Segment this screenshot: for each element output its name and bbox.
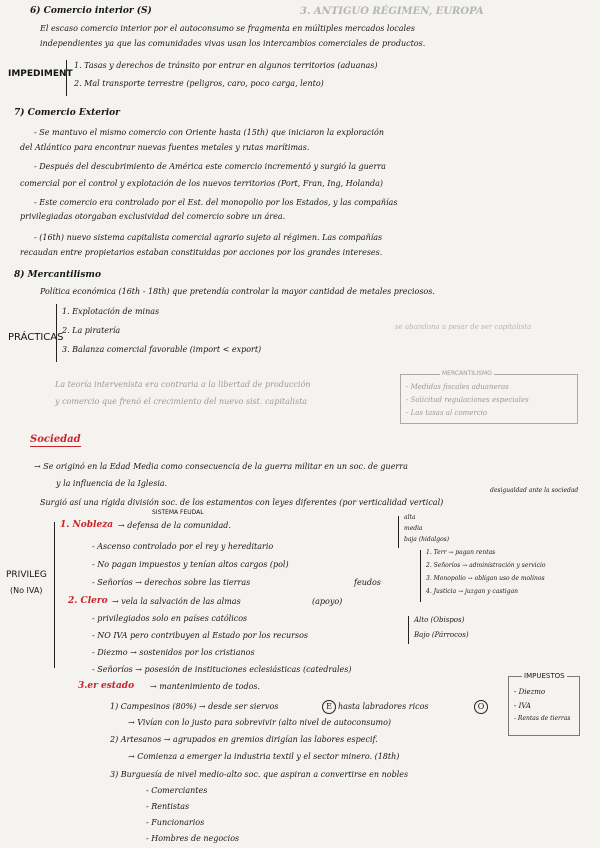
clero-rank-2: Bajo (Párrocos) <box>414 631 469 639</box>
privileg-label: PRIVILEG <box>6 570 47 580</box>
tercer-list-2: - Rentistas <box>146 802 190 811</box>
right-note-1: 1. Terr → pagan rentas <box>426 549 496 556</box>
no-iva-label: (No IVA) <box>10 586 43 595</box>
practica-2: 2. La piratería <box>62 326 121 335</box>
faint-note-1: La teoría intervenista era contraria a la libertad de producción <box>55 380 311 389</box>
right-notes-brace <box>420 550 421 602</box>
tercer-list-4: - Hombres de negocios <box>146 834 240 843</box>
faint-right-note: se abandona a pesar de ser capitalista <box>395 323 532 331</box>
impuestos-line-3: - Rentas de tierras <box>514 715 571 722</box>
merc-box-line-2: - Solicitud regulaciones especiales <box>406 396 529 404</box>
practicas-label: PRÁCTICAS <box>8 332 64 343</box>
s7-b1-l1: - Se mantuvo el mismo comercio con Oriente hasta (15th) que iniciaron la exploración <box>34 128 385 137</box>
s7-b3-l1: - Este comercio era controlado por el Est. del monopolio por los Estados, y las compañías <box>34 198 398 207</box>
tercer-list-1: - Comerciantes <box>146 786 208 795</box>
nobleza-item-3: - Señoríos → derechos sobre las tierras <box>92 578 251 587</box>
clero-desc-2: (apoyo) <box>312 597 343 606</box>
nobleza-rank-3: baja (hidalgos) <box>404 536 450 543</box>
s7-b4-l2: recaudan entre propietarios estaban constituidas por acciones por los grandes intereses. <box>20 248 383 257</box>
s7-b2-l1: - Después del descubrimiento de América este comercio incrementó y surgió la guerra <box>34 162 386 171</box>
nobleza-rank-1: alta <box>404 514 416 521</box>
nobleza-ranks-brace <box>398 516 399 548</box>
impuestos-line-2: - IVA <box>514 702 531 710</box>
clero-item-1: - privilegiados solo en países católicos <box>92 614 248 623</box>
impediment-item-1: 1. Tasas y derechos de tránsito por entrar en algunos territorios (aduanas) <box>74 61 378 70</box>
clero-desc: → vela la salvación de las almas <box>112 597 241 606</box>
right-note-2: 2. Señoríos → administración y servicio <box>426 562 546 569</box>
s7-b4-l1: - (16th) nuevo sistema capitalista comercial agrario sujeto al régimen. Las compañías <box>34 233 383 242</box>
practica-3: 3. Balanza comercial favorable (import < export) <box>62 345 262 354</box>
soc-line-2: y la influencia de la Iglesia. <box>56 479 168 488</box>
sistema-feudal: SISTEMA FEUDAL <box>152 509 204 516</box>
circled-o: O <box>474 700 488 714</box>
faint-note-2: y comercio que frenó el crecimiento del nuevo sist. capitalista <box>55 397 308 406</box>
s6-line1: El escaso comercio interior por el autoconsumo se fragmenta en múltiples mercados locales <box>40 24 415 33</box>
merc-box-line-1: - Medidas fiscales aduaneras <box>406 383 509 391</box>
clero-item-2: - NO IVA pero contribuyen al Estado por los recursos <box>92 631 309 640</box>
tercer-item-1c: → Vivían con lo justo para sobrevivir (alto nivel de autoconsumo) <box>128 718 392 727</box>
nobleza-rank-2: media <box>404 525 423 532</box>
privileg-brace <box>54 522 55 668</box>
impuestos-box-title: IMPUESTOS <box>524 672 565 680</box>
tercer-item-3: 3) Burguesía de nivel medio-alto soc. que aspiran a convertirse en nobles <box>110 770 409 779</box>
tercer-desc: → mantenimiento de todos. <box>150 682 261 691</box>
tercer-item-1b: hasta labradores ricos <box>338 702 429 711</box>
clero-item-3: - Diezmo → sostenidos por los cristianos <box>92 648 255 657</box>
tercer-item-1: 1) Campesinos (80%) → desde ser siervos <box>110 702 279 711</box>
right-note-3: 3. Monopolio → obligan uso de molinos <box>426 575 545 582</box>
clero-title: 2. Clero <box>68 596 108 606</box>
right-note-4: 4. Justicia → juzgan y castigan <box>426 588 519 595</box>
s7-b3-l2: privilegiadas otorgaban exclusividad del comercio sobre un área. <box>20 212 286 221</box>
impediment-label: IMPEDIMENT <box>8 69 73 79</box>
impuestos-line-1: - Diezmo <box>514 688 546 696</box>
impediment-brace <box>66 60 67 96</box>
section6-title: 6) Comercio interior (S) <box>30 6 152 16</box>
clero-item-4: - Señoríos → posesión de instituciones eclesiásticas (catedrales) <box>92 665 352 674</box>
s7-b2-l2: comercial por el control y explotación de los nuevos territorios (Port, Fran, Ing, Holanda) <box>20 179 384 188</box>
tercer-item-2: 2) Artesanos → agrupados en gremios dirigían las labores especif. <box>110 735 378 744</box>
mercantilismo-box-title: MERCANTILISMO <box>442 370 492 377</box>
s6-line2: independientes ya que las comunidades vivas usan los intercambios comerciales de productos. <box>40 39 426 48</box>
nobleza-desc: → defensa de la comunidad. <box>118 521 231 530</box>
merc-box-line-3: - Las tasas al comercio <box>406 409 488 417</box>
impediment-item-2: 2. Mal transporte terrestre (peligros, caro, poco carga, lento) <box>74 79 324 88</box>
practica-1: 1. Explotación de minas <box>62 307 160 316</box>
soc-line-1: → Se originó en la Edad Media como consecuencia de la guerra militar en un soc. de guerra <box>34 462 408 471</box>
practicas-brace <box>56 304 57 362</box>
clero-ranks-brace <box>408 616 409 644</box>
nobleza-item-2: - No pagan impuestos y tenían altos cargos (pol) <box>92 560 289 569</box>
tercer-item-2b: → Comienza a emerger la industria textil y el sector minero. (18th) <box>128 752 400 761</box>
tercer-list-3: - Funcionarios <box>146 818 205 827</box>
clero-rank-1: Alto (Obispos) <box>414 616 465 624</box>
s8-intro: Política económica (16th - 18th) que pretendía controlar la mayor cantidad de metales preciosos. <box>40 287 435 296</box>
circled-e: E <box>322 700 336 714</box>
soc-above-l3: desigualdad ante la sociedad <box>490 487 579 494</box>
section8-title: 8) Mercantilismo <box>14 270 101 280</box>
nobleza-item-1: - Ascenso controlado por el rey y hereditario <box>92 542 274 551</box>
tercer-estado-title: 3.er estado <box>78 681 135 691</box>
s7-b1-l2: del Atlántico para encontrar nuevas fuentes metales y rutas marítimas. <box>20 143 310 152</box>
soc-line-3: Surgió así una rígida división soc. de los estamentos con leyes diferentes (por verticalidad vertical) <box>40 498 444 507</box>
nobleza-title: 1. Nobleza <box>60 520 114 530</box>
section7-title: 7) Comercio Exterior <box>14 108 120 118</box>
feudos-word: feudos <box>354 578 381 587</box>
faint-header: 3. ANTIGUO RÉGIMEN, EUROPA <box>300 6 484 17</box>
sociedad-title: Sociedad <box>30 434 81 445</box>
